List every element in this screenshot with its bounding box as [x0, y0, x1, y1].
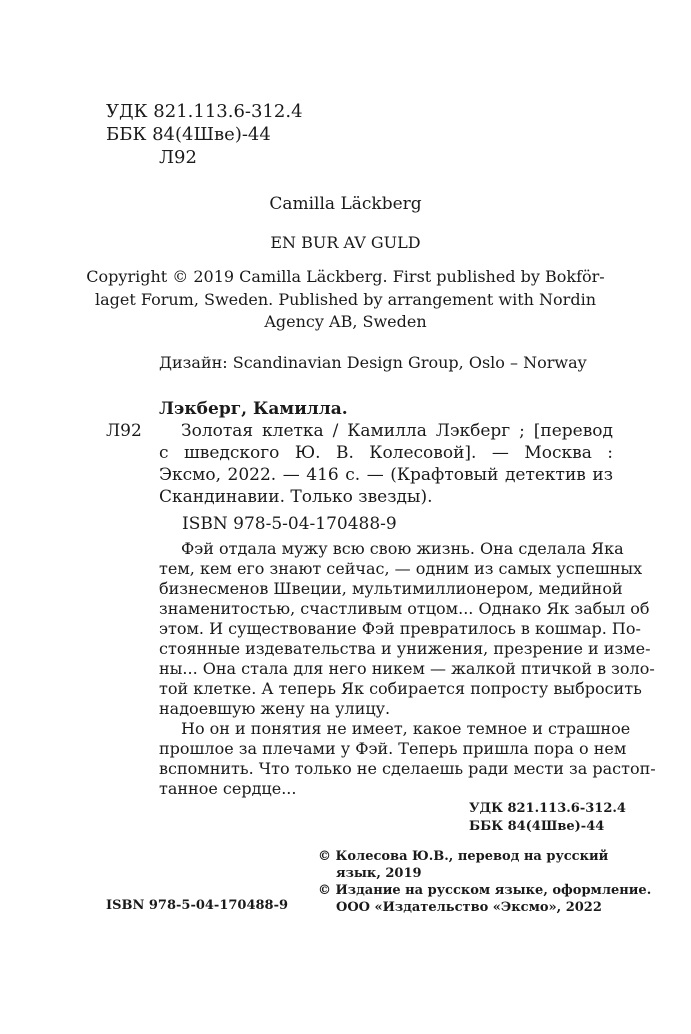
footer-isbn: ISBN 978-5-04-170488-9 [106, 898, 289, 913]
udk-code-bottom: УДК 821.113.6-312.4 [469, 801, 626, 816]
catalog-isbn: ISBN 978-5-04-170488-9 [182, 514, 397, 534]
copyright-line: Agency AB, Sweden [264, 312, 427, 331]
translation-copyright-line: язык, 2019 [336, 866, 422, 881]
translation-copyright-line: © Колесова Ю.В., перевод на русский [318, 849, 609, 864]
annotation-line: ны... Она стала для него никем — жалкой птичкой в золо- [159, 659, 655, 678]
annotation-line: прошлое за плечами у Фэй. Теперь пришла пора о нем [159, 739, 627, 758]
bbk-code-bottom: ББК 84(4Шве)-44 [469, 819, 605, 834]
annotation-line: бизнесменов Швеции, мультимиллионером, медийной [159, 579, 623, 598]
edition-copyright-line: © Издание на русском языке, оформление. [318, 883, 652, 898]
author-mark-top: Л92 [159, 147, 197, 168]
original-title: EN BUR AV GULD [270, 233, 421, 252]
edition-copyright [318, 882, 651, 916]
annotation-line: Но он и понятия не имеет, какое темное и страшное [181, 719, 631, 738]
edition-copyright-line: ООО «Издательство «Эксмо», 2022 [336, 900, 602, 915]
annotation-paragraph-2 [159, 719, 656, 799]
udk-code-top: УДК 821.113.6-312.4 [106, 101, 303, 122]
copyright-line: Copyright © 2019 Camilla Läckberg. First published by Bokför- [86, 267, 605, 286]
annotation-line: Фэй отдала мужу всю свою жизнь. Она сделала Яка [181, 539, 624, 558]
catalog-entry-line: с шведского Ю. В. Колесовой]. — Москва : [159, 443, 613, 463]
catalog-author-mark: Л92 [106, 421, 142, 441]
original-author: Camilla Läckberg [269, 194, 422, 214]
catalog-entry-line: Скандинавии. Только звезды). [159, 487, 433, 507]
catalog-author-heading: Лэкберг, Камилла. [159, 399, 348, 419]
annotation-line: танное сердце... [159, 779, 297, 798]
annotation-line: стоянные издевательства и унижения, презрение и изме- [159, 639, 651, 658]
catalog-entry [159, 420, 613, 508]
annotation-line: знаменитостью, счастливым отцом... Однако Як забыл об [159, 599, 650, 618]
copyright-notice [70, 266, 621, 334]
annotation-paragraph-1 [159, 539, 655, 719]
design-credit: Дизайн: Scandinavian Design Group, Oslo – Norway [159, 353, 587, 372]
annotation-line: вспомнить. Что только не сделаешь ради мести за растоп- [159, 759, 656, 778]
annotation-line: той клетке. А теперь Як собирается попросту выбросить [159, 679, 642, 698]
annotation-line: этом. И существование Фэй превратилось в кошмар. По- [159, 619, 641, 638]
annotation-line: надоевшую жену на улицу. [159, 699, 391, 718]
bbk-code-top: ББК 84(4Шве)-44 [106, 124, 271, 145]
copyright-line: laget Forum, Sweden. Published by arrangement with Nordin [94, 289, 596, 309]
catalog-entry-line: Золотая клетка / Камилла Лэкберг ; [перевод [181, 421, 613, 441]
translation-copyright [318, 848, 608, 882]
catalog-entry-line: Эксмо, 2022. — 416 с. — (Крафтовый детектив из [159, 465, 613, 485]
annotation-line: тем, кем его знают сейчас, — одним из самых успешных [159, 559, 643, 578]
